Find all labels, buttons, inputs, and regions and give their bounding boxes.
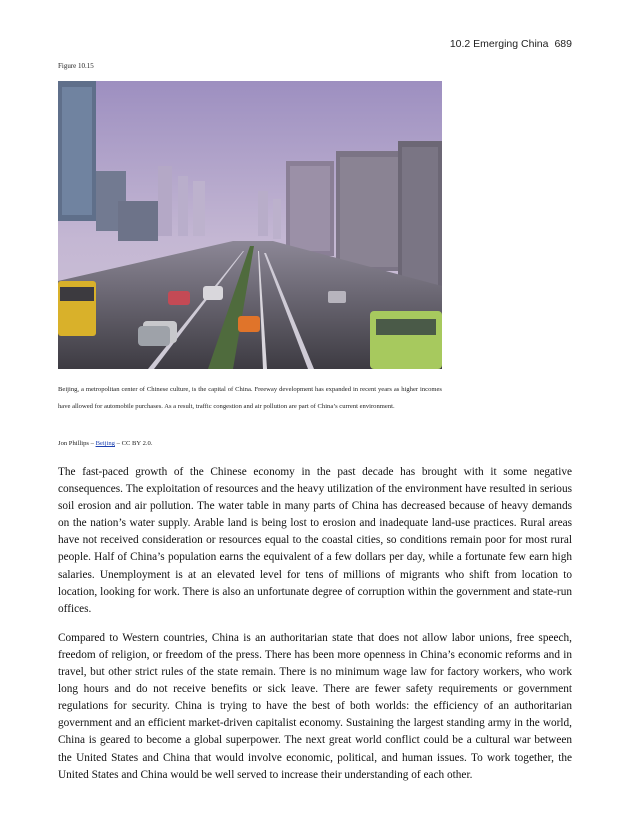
paragraph: Compared to Western countries, China is an authoritarian state that does not allow labor unions, free speech, freedom of religion, or freedom of the press. There has been more openness in China’s economic reforms and in travel, but other strict rules of the state remain. There is no minimum wage law for factory workers, who work long hours and do not receive benefits or sick leave. There are fewer safety requirements or government regulations for security. China is trying to have the best of both worlds: the efficiency of an authoritarian government and an efficient market-driven capitalist economy. Sustaining the largest standing army in the world, China is geared to become a global superpower. The next great world conflict could be a cultural war between the United States and China that would involve economic, political, and human issues. To work together, the United States and China would be well served to increase their understanding of each other. xyxy=(58,631,572,781)
credit-link[interactable]: Beijing xyxy=(95,440,115,447)
photo-illustration xyxy=(58,81,442,369)
page-number: 689 xyxy=(554,38,572,50)
figure-credit xyxy=(58,440,152,447)
running-head xyxy=(450,38,572,50)
beijing-freeway-photo xyxy=(58,81,442,369)
paragraph: The fast-paced growth of the Chinese economy in the past decade has brought with it some negative consequences. The exploitation of resources and the heavy utilization of the environment have resulted in serious soil erosion and air pollution. The water table in many parts of China has decreased because of heavy demands on the nation’s water supply. Arable land is being lost to erosion and inadequate land-use practices. Rural areas have not received consideration or resources equal to the coastal cities, so conditions remain poor for most rural people. Half of China’s population earns the equivalent of a few dollars per day, while a fortunate few earn high salaries. Unemployment is at an elevated level for tens of millions of migrants who shift from location to location, looking for work. There is also an unfortunate degree of corruption within the government and state-run offices. xyxy=(58,466,572,615)
body-text xyxy=(58,464,572,796)
credit-author: Jon Phillips – xyxy=(58,440,96,447)
credit-license: – CC BY 2.0. xyxy=(114,440,153,447)
figure-label: Figure 10.15 xyxy=(58,62,94,70)
figure-caption: Beijing, a metropolitan center of Chinese culture, is the capital of China. Freeway development has expanded in recent years as higher incomes have allowed for automobile purchases. As a result, traffic congestion and air pollution are part of China’s current environment. xyxy=(58,386,442,410)
section-title: 10.2 Emerging China xyxy=(449,38,549,50)
